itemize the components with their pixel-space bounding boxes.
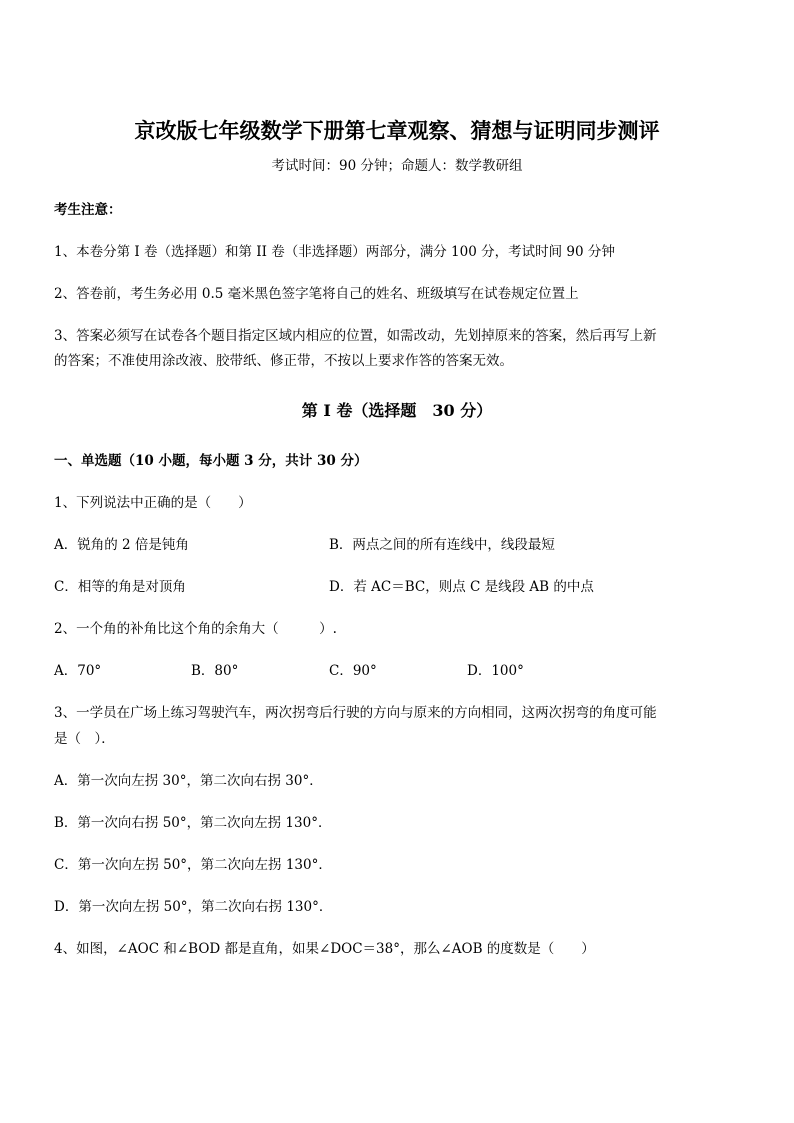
question-1-option-c: C．相等的角是对顶角	[54, 579, 186, 595]
question-1-option-b: B．两点之间的所有连线中，线段最短	[329, 537, 555, 553]
exam-title: 京改版七年级数学下册第七章观察、猜想与证明同步测评	[134, 118, 660, 143]
question-2-option-d: D．100°	[467, 663, 524, 679]
question-3-stem-line-2: 是（ ）．	[54, 731, 115, 747]
question-2-stem: 2、一个角的补角比这个角的余角大（ ）.	[54, 621, 337, 637]
notice-item-3-line-2: 的答案；不准使用涂改液、胶带纸、修正带，不按以上要求作答的答案无效。	[54, 353, 513, 369]
notice-item-3-line-1: 3、答案必须写在试卷各个题目指定区域内相应的位置，如需改动，先划掉原来的答案，然后再写上新	[54, 328, 657, 344]
question-1-stem: 1、下列说法中正确的是（ ）	[54, 495, 252, 511]
question-1-option-a: A．锐角的 2 倍是钝角	[54, 537, 189, 553]
section-title: 第 I 卷（选择题 30 分）	[301, 401, 493, 420]
notice-item-2: 2、答卷前，考生务必用 0.5 毫米黑色签字笔将自己的姓名、班级填写在试卷规定位置上	[54, 286, 579, 302]
question-3-option-a: A．第一次向左拐 30°，第二次向右拐 30°．	[54, 773, 323, 789]
question-1-option-d: D．若 AC＝BC，则点 C 是线段 AB 的中点	[329, 579, 594, 595]
question-4-stem: 4、如图，∠AOC 和∠BOD 都是直角，如果∠DOC＝38°，那么∠AOB 的度数是（ ）	[54, 941, 595, 957]
question-2-option-b: B．80°	[191, 663, 239, 679]
question-3-option-b: B．第一次向右拐 50°，第二次向左拐 130°．	[54, 815, 332, 831]
question-3-option-c: C．第一次向左拐 50°，第二次向左拐 130°．	[54, 857, 332, 873]
question-3-stem-line-1: 3、一学员在广场上练习驾驶汽车，两次拐弯后行驶的方向与原来的方向相同，这两次拐弯的角度可能	[54, 705, 657, 721]
question-3-option-d: D．第一次向左拐 50°，第二次向右拐 130°．	[54, 899, 333, 915]
question-2-option-c: C．90°	[329, 663, 377, 679]
exam-subtitle: 考试时间：90 分钟；命题人：数学教研组	[271, 158, 523, 174]
notice-item-1: 1、本卷分第 I 卷（选择题）和第 II 卷（非选择题）两部分，满分 100 分，考试时间 90 分钟	[54, 244, 615, 260]
question-2-option-a: A．70°	[54, 663, 102, 679]
part-heading: 一、单选题（10 小题，每小题 3 分，共计 30 分）	[54, 453, 368, 469]
notice-heading: 考生注意：	[54, 202, 122, 218]
